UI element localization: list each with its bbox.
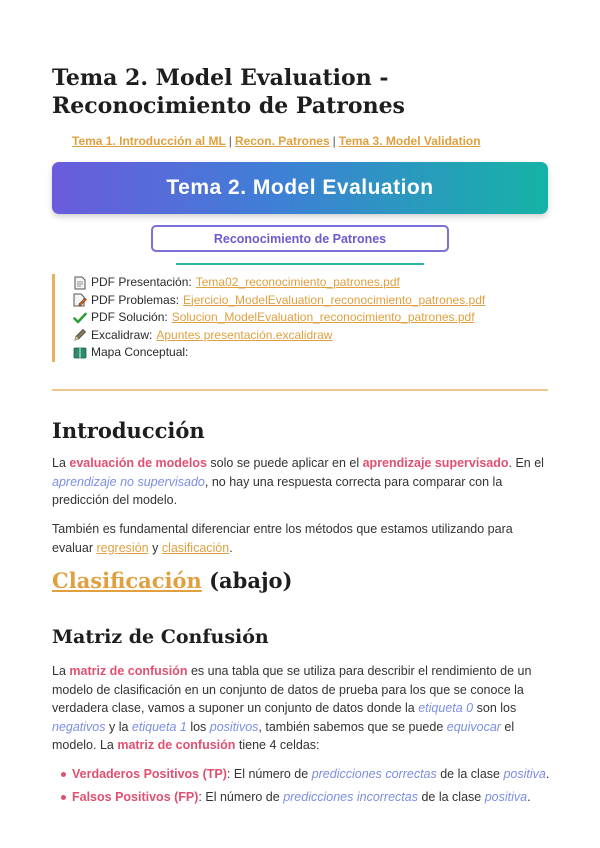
document-icon xyxy=(73,276,87,290)
list-item xyxy=(58,765,550,788)
text: : El número de xyxy=(226,767,312,781)
confusion-paragraph xyxy=(52,662,552,755)
confusion-matrix-heading: Matriz de Confusión xyxy=(52,626,269,648)
resource-link[interactable]: Ejercicio_ModelEvaluation_reconocimiento_patrones.pdf xyxy=(183,292,486,307)
resource-item-excalidraw xyxy=(73,327,485,345)
breadcrumb-link-recon-patrones[interactable]: Recon. Patrones xyxy=(234,134,330,148)
resource-link[interactable]: Apuntes presentación.excalidraw xyxy=(156,327,333,342)
text: tiene 4 celdas: xyxy=(235,738,320,752)
edit-document-icon xyxy=(73,293,87,307)
text: . En el xyxy=(508,456,544,470)
resource-link[interactable]: Solucion_ModelEvaluation_reconocimiento_patrones.pdf xyxy=(171,310,475,324)
heading-suffix: (abajo) xyxy=(201,568,293,593)
text: el modelo. La xyxy=(52,719,515,752)
title-banner xyxy=(52,162,548,214)
text: son los xyxy=(473,701,517,715)
text: , no hay una respuesta correcta para comparar con la predicción del modelo. xyxy=(52,474,503,507)
banner-title: Tema 2. Model Evaluation xyxy=(166,176,434,199)
classification-heading xyxy=(52,568,293,593)
italic-term: etiqueta 1 xyxy=(131,719,187,734)
divider xyxy=(176,263,424,265)
text: La xyxy=(52,456,70,470)
text: es una tabla que se utiliza para describir el rendimiento de un modelo de clasificación en un conjunto de datos de prueba para los que se conoce la verdadera clase, vamos a suponer un conjunto de datos donde la xyxy=(52,664,532,715)
intro-paragraph-1 xyxy=(52,454,552,510)
resource-label: Mapa Conceptual: xyxy=(91,345,189,359)
resource-label: Excalidraw: xyxy=(91,327,153,342)
text: de la clase xyxy=(417,790,485,804)
resource-link[interactable]: Tema02_reconocimiento_patrones.pdf xyxy=(195,275,400,289)
breadcrumb xyxy=(72,134,481,148)
italic-term: predicciones incorrectas xyxy=(283,790,418,804)
link-clasificacion[interactable]: clasificación xyxy=(161,540,230,555)
section-divider xyxy=(52,389,548,391)
highlight-term: aprendizaje supervisado xyxy=(362,456,509,470)
intro-heading: Introducción xyxy=(52,418,205,443)
classification-link[interactable]: Clasificación xyxy=(52,568,202,593)
page-title: Tema 2. Model Evaluation - Reconocimiento de Patrones xyxy=(52,65,405,119)
resource-item-mapa xyxy=(73,344,485,362)
resource-item-presentacion xyxy=(73,274,485,292)
italic-term: aprendizaje no supervisado xyxy=(52,474,205,489)
resources-list xyxy=(52,274,485,362)
text: , también sabemos que se puede xyxy=(258,719,447,734)
book-icon xyxy=(73,346,87,360)
breadcrumb-link-tema3[interactable]: Tema 3. Model Validation xyxy=(338,134,481,148)
resource-label: PDF Presentación: xyxy=(91,275,192,289)
bullet-term: Falsos Positivos (FP) xyxy=(72,790,199,804)
confusion-cells-list xyxy=(58,765,550,811)
resource-item-problemas xyxy=(73,292,485,310)
text: La xyxy=(52,664,70,678)
italic-term: positiva xyxy=(503,767,546,781)
text: : El número de xyxy=(198,790,284,804)
text: y la xyxy=(105,719,132,734)
bullet-term: Verdaderos Positivos (TP) xyxy=(72,767,227,781)
text: También es fundamental diferenciar entre los métodos que estamos utilizando para evaluar xyxy=(52,522,513,555)
italic-term: predicciones correctas xyxy=(311,767,437,781)
text: solo se puede aplicar en el xyxy=(206,456,363,470)
text: . xyxy=(527,790,531,804)
checkmark-icon xyxy=(73,311,87,325)
italic-term: negativos xyxy=(52,719,106,734)
text: . xyxy=(229,540,233,555)
italic-term: positivos xyxy=(209,719,259,734)
breadcrumb-separator: | xyxy=(228,134,232,148)
italic-term: positiva xyxy=(484,790,528,804)
text: de la clase xyxy=(436,767,504,781)
breadcrumb-link-tema1[interactable]: Tema 1. Introducción al ML xyxy=(72,134,226,148)
resource-label: PDF Problemas: xyxy=(91,292,180,307)
text: y xyxy=(148,540,162,555)
subtitle-banner: Reconocimiento de Patrones xyxy=(151,225,449,252)
highlight-term: matriz de confusión xyxy=(69,664,188,678)
breadcrumb-separator: | xyxy=(332,134,336,148)
highlight-term: matriz de confusión xyxy=(117,738,236,752)
resource-label: PDF Solución: xyxy=(91,310,168,324)
italic-term: etiqueta 0 xyxy=(418,701,474,715)
intro-paragraph-2 xyxy=(52,520,552,557)
link-regresion[interactable]: regresión xyxy=(96,540,149,555)
highlight-term: evaluación de modelos xyxy=(69,456,207,470)
list-item xyxy=(58,788,550,811)
italic-term: equivocar xyxy=(446,719,501,734)
pencil-icon xyxy=(73,328,87,342)
text: . xyxy=(545,767,550,781)
text: los xyxy=(186,719,210,734)
resource-item-solucion xyxy=(73,309,485,327)
